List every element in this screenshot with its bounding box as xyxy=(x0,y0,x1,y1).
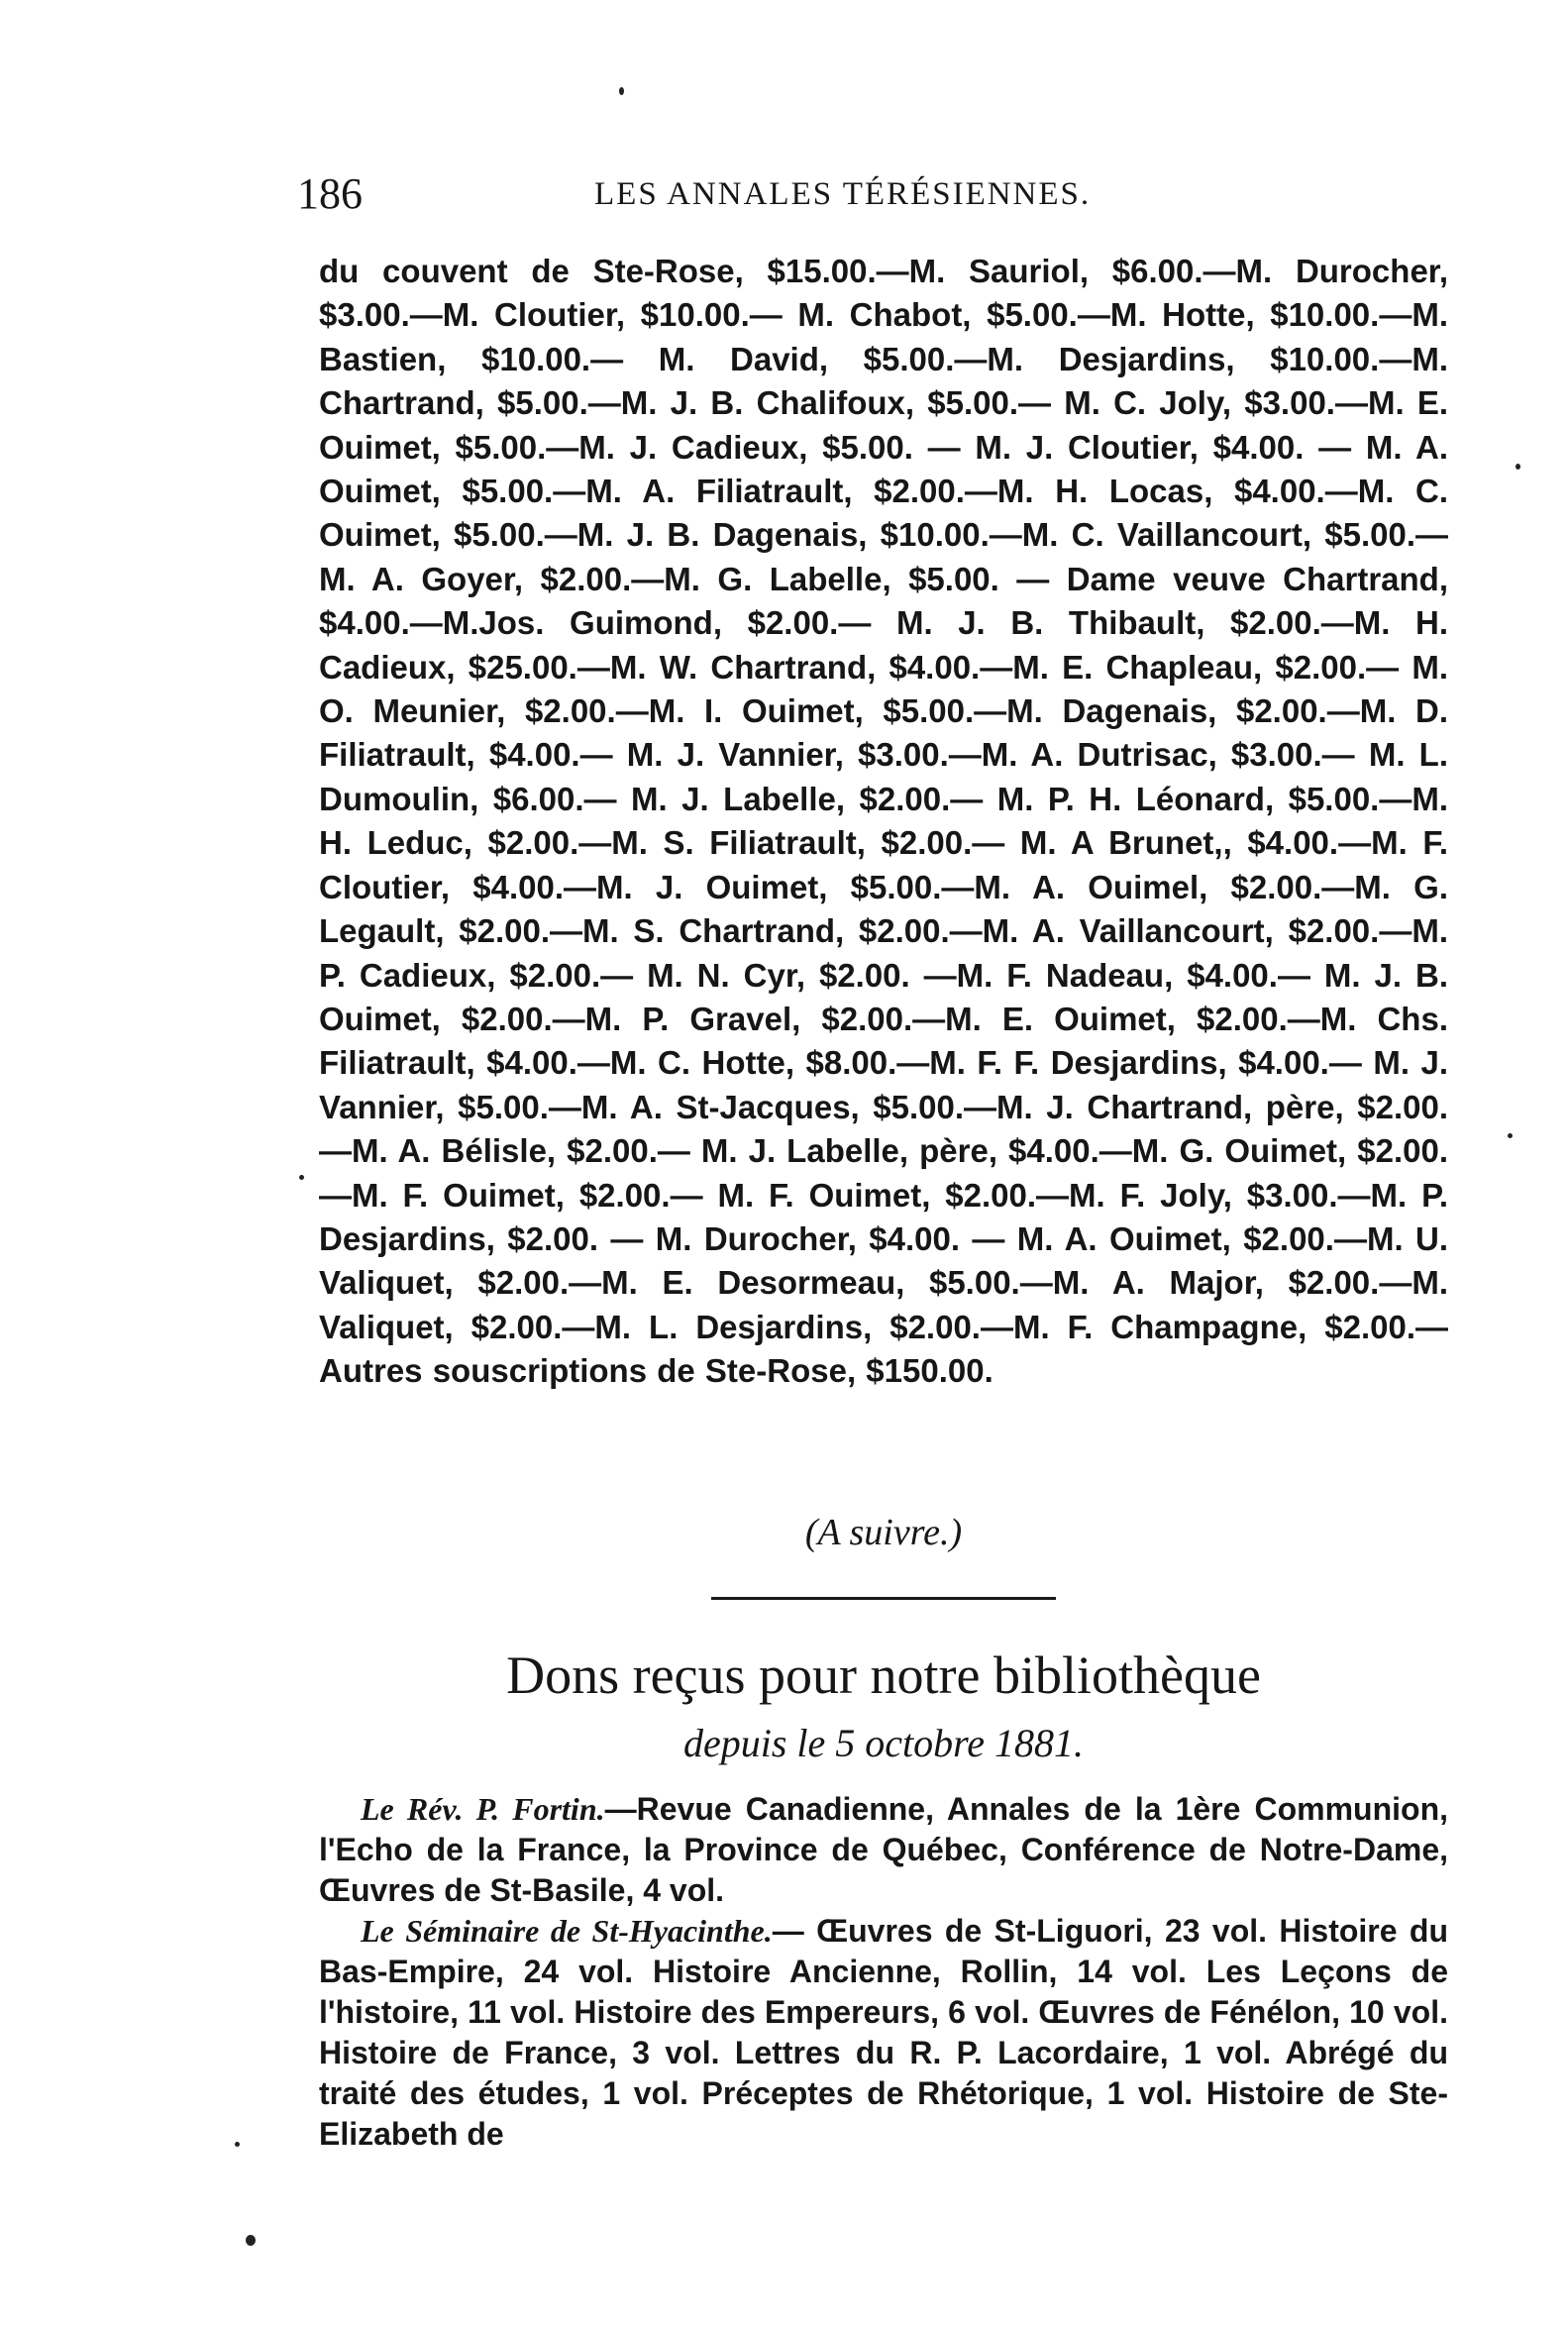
ink-speck xyxy=(619,87,624,95)
page-number: 186 xyxy=(297,169,363,218)
donation-text: — Œuvres de St-Liguori, 23 vol. Histoire du Bas-Empire, 24 vol. Histoire Ancienne, Rollin, 14 vol. Les Leçons de l'histoire, 11 vol. Histoire des Empereurs, 6 vol. Œuvres de Fénélon, 10 vol. Histoire de France, 3 vol. Lettres du R. P. Lacordaire, 1 vol. Abrégé du traité des études, 1 vol. Préceptes de Rhétorique, 1 vol. Histoire de Ste-Elizabeth de xyxy=(319,1913,1449,2152)
ink-speck xyxy=(235,2142,240,2147)
ink-speck xyxy=(1508,1133,1513,1138)
donation-entry xyxy=(319,1789,1448,1911)
donation-list xyxy=(319,1789,1448,2155)
section-divider xyxy=(711,1597,1056,1600)
donation-text: —Revue Canadienne, Annales de la 1ère Communion, l'Echo de la France, la Province de Québec, Conférence de Notre-Dame, Œuvres de St-Basile, 4 vol. xyxy=(319,1791,1449,1908)
running-title: LES ANNALES TÉRÉSIENNES. xyxy=(594,176,1092,212)
ink-speck xyxy=(246,2235,256,2246)
subscription-list: du couvent de Ste-Rose, $15.00.—M. Sauriol, $6.00.—M. Durocher, $3.00.—M. Cloutier, $10.00.— M. Chabot, $5.00.—M. Hotte, $10.00.—M. Bastien, $10.00.— M. David, $5.00.—M. Desjardins, $10.00.—M. Chartrand, $5.00.—M. J. B. Chalifoux, $5.00.— M. C. Joly, $3.00.—M. E. Ouimet, $5.00.—M. J. Cadieux, $5.00. — M. J. Cloutier, $4.00. — M. A. Ouimet, $5.00.—M. A. Filiatrault, $2.00.—M. H. Locas, $4.00.—M. C. Ouimet, $5.00.—M. J. B. Dagenais, $10.00.—M. C. Vaillancourt, $5.00.—M. A. Goyer, $2.00.—M. G. Labelle, $5.00. — Dame veuve Chartrand, $4.00.—M.Jos. Guimond, $2.00.— M. J. B. Thibault, $2.00.—M. H. Cadieux, $25.00.—M. W. Chartrand, $4.00.—M. E. Chapleau, $2.00.— M. O. Meunier, $2.00.—M. I. Ouimet, $5.00.—M. Dagenais, $2.00.—M. D. Filiatrault, $4.00.— M. J. Vannier, $3.00.—M. A. Dutrisac, $3.00.— M. L. Dumoulin, $6.00.— M. J. Labelle, $2.00.— M. P. H. Léonard, $5.00.—M. H. Leduc, $2.00.—M. S. Filiatrault, $2.00.— M. A Brunet,, $4.00.—M. F. Cloutier, $4.00.—M. J. Ouimet, $5.00.—M. A. Ouimel, $2.00.—M. G. Legault, $2.00.—M. S. Chartrand, $2.00.—M. A. Vaillancourt, $2.00.—M. P. Cadieux, $2.00.— M. N. Cyr, $2.00. —M. F. Nadeau, $4.00.— M. J. B. Ouimet, $2.00.—M. P. Gravel, $2.00.—M. E. Ouimet, $2.00.—M. Chs. Filiatrault, $4.00.—M. C. Hotte, $8.00.—M. F. F. Desjardins, $4.00.— M. J. Vannier, $5.00.—M. A. St-Jacques, $5.00.—M. J. Chartrand, père, $2.00.—M. A. Bélisle, $2.00.— M. J. Labelle, père, $4.00.—M. G. Ouimet, $2.00.—M. F. Ouimet, $2.00.— M. F. Ouimet, $2.00.—M. F. Joly, $3.00.—M. P. Desjardins, $2.00. — M. Durocher, $4.00. — M. A. Ouimet, $2.00.—M. U. Valiquet, $2.00.—M. E. Desormeau, $5.00.—M. A. Major, $2.00.—M. Valiquet, $2.00.—M. L. Desjardins, $2.00.—M. F. Champagne, $2.00.—Autres souscriptions de Ste-Rose, $150.00. xyxy=(319,253,1448,1390)
running-header xyxy=(297,164,1446,224)
ink-speck xyxy=(299,1175,304,1180)
donation-entry xyxy=(319,1911,1448,2155)
section-title: Dons reçus pour notre bibliothèque xyxy=(506,1645,1261,1705)
donor-name: Le Séminaire de St-Hyacinthe. xyxy=(361,1913,773,1949)
donor-name: Le Rév. P. Fortin. xyxy=(361,1791,605,1827)
ink-speck xyxy=(1516,464,1520,470)
section-subtitle: depuis le 5 octobre 1881. xyxy=(682,1721,1084,1765)
continued-note: (A suivre.) xyxy=(804,1512,963,1553)
